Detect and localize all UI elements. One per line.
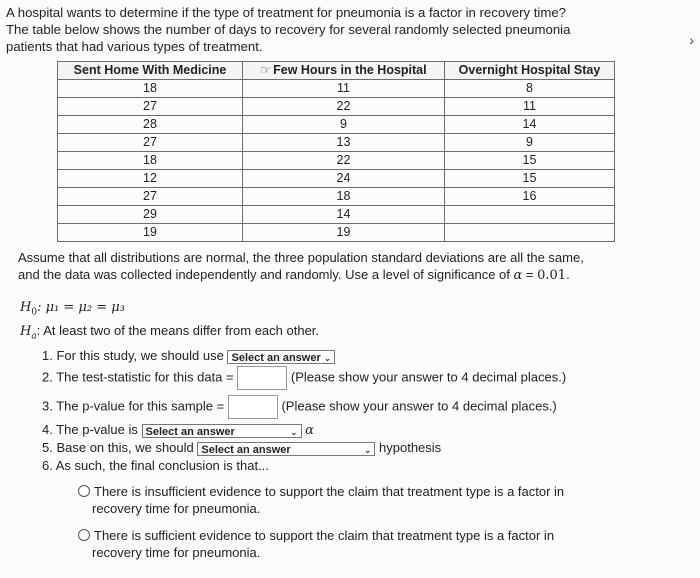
table-row [58,152,615,170]
test-statistic-input[interactable] [237,366,287,390]
table-cell: 12 [58,170,243,188]
question-list [42,347,566,475]
recovery-data-table [57,61,615,242]
chevron-down-icon: ⌄ [363,444,372,455]
question-1: 1. For this study, we should use Select an answer ⌄ [42,347,566,366]
radio-button[interactable] [78,529,90,541]
problem-intro: A hospital wants to determine if the type of treatment for pneumonia is a factor in recovery time? The table below shows the number of days to recovery for several randomly selected pneumonia patients that had various types of treatment. [6,5,571,54]
conclusion-option-insufficient[interactable]: There is insufficient evidence to support the claim that treatment type is a factor in recovery time for pneumonia. [78,483,638,517]
table-cell: 8 [445,80,615,98]
chevron-down-icon: ⌄ [323,352,332,363]
table-row [58,80,615,98]
p-value-compare-select[interactable]: Select an answer ⌄ [142,424,302,438]
hypotheses [20,298,319,345]
table-cell: 28 [58,116,243,134]
chevron-right-icon[interactable]: › [689,32,694,48]
hand-cursor-icon: ☞ [260,63,272,77]
header-sent-home: Sent Home With Medicine [58,62,243,80]
conclusion-option-sufficient[interactable]: There is sufficient evidence to support the claim that treatment type is a factor in recovery time for pneumonia. [78,527,638,561]
assumption-text: Assume that all distributions are normal, the three population standard deviations are all the same, and the data was collected independently and randomly. Use a level of significance of α = 0.01. [18,250,584,283]
table-row [58,170,615,188]
table-cell: 9 [445,134,615,152]
radio-button[interactable] [78,485,90,497]
alternative-hypothesis: $H_a$: At least two of the means differ from each other. [20,322,320,342]
table-cell: 13 [243,134,445,152]
table-cell: 29 [58,206,243,224]
chevron-down-icon: ⌄ [289,426,298,437]
question-4: 4. The p-value is Select an answer ⌄ α [42,422,314,438]
table-row [58,188,615,206]
table-cell: 14 [445,116,615,134]
table-cell [445,206,615,224]
table-cell: 11 [445,98,615,116]
question-5: 5. Base on this, we should Select an answer ⌄ hypothesis [42,440,442,456]
table-cell: 14 [243,206,445,224]
test-type-select[interactable]: Select an answer ⌄ [227,350,335,364]
question-2: 2. The test-statistic for this data = (Please show your answer to 4 decimal places.) [42,366,566,393]
header-few-hours: ☞ Few Hours in the Hospital [243,62,445,80]
table-row [58,98,615,116]
table-cell: 11 [243,80,445,98]
table-cell [445,224,615,242]
table-cell: 27 [58,98,243,116]
null-hypothesis: $H_0$: μ₁ = μ₂ = μ₃ [20,300,125,318]
table-cell: 22 [243,98,445,116]
question-3: 3. The p-value for this sample = (Please show your answer to 4 decimal places.) [42,393,566,421]
table-cell: 18 [243,188,445,206]
decision-select[interactable]: Select an answer ⌄ [197,442,375,456]
table-cell: 24 [243,170,445,188]
table-cell: 15 [445,170,615,188]
header-overnight: Overnight Hospital Stay [445,62,615,80]
question-6: 6. As such, the final conclusion is that... [42,458,269,473]
table-cell: 18 [58,80,243,98]
table-row [58,206,615,224]
table-cell: 27 [58,188,243,206]
table-cell: 19 [243,224,445,242]
table-cell: 15 [445,152,615,170]
table-row [58,116,615,134]
table-row [58,134,615,152]
table-cell: 27 [58,134,243,152]
table-cell: 22 [243,152,445,170]
table-cell: 16 [445,188,615,206]
p-value-input[interactable] [228,395,278,419]
table-cell: 9 [243,116,445,134]
table-cell: 18 [58,152,243,170]
table-row [58,224,615,242]
table-cell: 19 [58,224,243,242]
